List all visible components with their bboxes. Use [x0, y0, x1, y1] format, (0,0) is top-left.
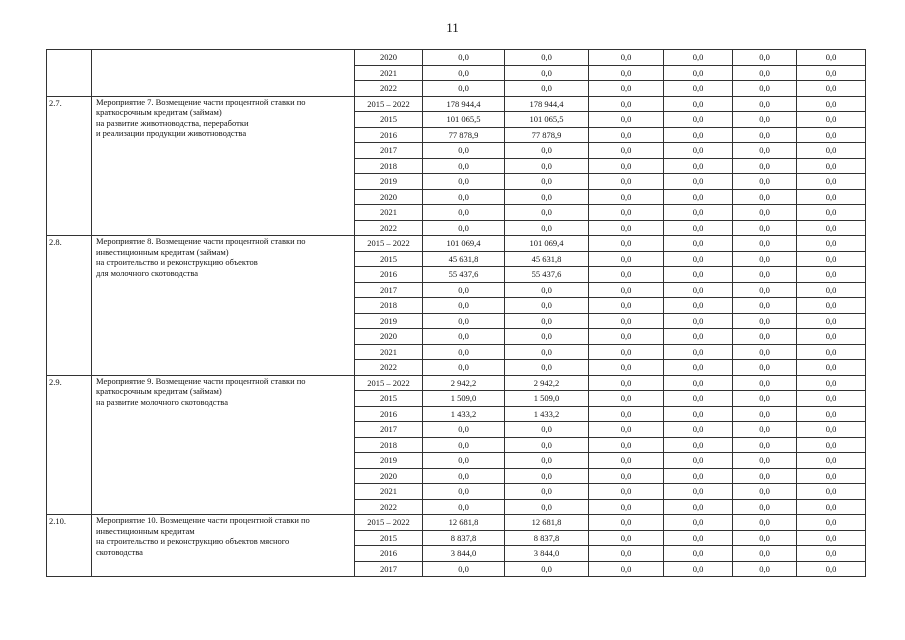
amount-cell: 0,0 [733, 468, 797, 484]
amount-cell: 0,0 [589, 220, 664, 236]
measure-code: 2.10. [47, 515, 92, 577]
table-row [47, 375, 866, 391]
amount-cell: 0,0 [589, 484, 664, 500]
year-cell: 2020 [355, 329, 423, 345]
amount-cell: 0,0 [733, 391, 797, 407]
year-cell: 2018 [355, 437, 423, 453]
amount-cell: 0,0 [664, 298, 733, 314]
amount-cell: 0,0 [589, 499, 664, 515]
year-cell: 2015 – 2022 [355, 515, 423, 531]
amount-cell: 77 878,9 [423, 127, 505, 143]
amount-cell: 0,0 [797, 375, 866, 391]
amount-cell: 0,0 [505, 499, 589, 515]
amount-cell: 0,0 [733, 50, 797, 66]
amount-cell: 0,0 [505, 205, 589, 221]
amount-cell: 0,0 [733, 375, 797, 391]
amount-cell: 45 631,8 [505, 251, 589, 267]
amount-cell: 0,0 [589, 298, 664, 314]
amount-cell: 0,0 [797, 267, 866, 283]
amount-cell: 45 631,8 [423, 251, 505, 267]
amount-cell: 0,0 [797, 422, 866, 438]
amount-cell: 0,0 [797, 81, 866, 97]
amount-cell: 0,0 [797, 282, 866, 298]
amount-cell: 0,0 [664, 499, 733, 515]
amount-cell: 0,0 [733, 329, 797, 345]
measure-code [47, 50, 92, 97]
amount-cell: 0,0 [589, 313, 664, 329]
amount-cell: 0,0 [505, 313, 589, 329]
amount-cell: 0,0 [733, 422, 797, 438]
amount-cell: 0,0 [589, 143, 664, 159]
table-row [47, 515, 866, 531]
measure-description-line: инвестиционным кредитам (займам) [96, 246, 229, 257]
measure-description-line: на развитие животноводства, переработки [96, 117, 249, 128]
amount-cell: 0,0 [797, 251, 866, 267]
amount-cell: 0,0 [797, 406, 866, 422]
measure-description [92, 50, 355, 97]
amount-cell: 0,0 [797, 112, 866, 128]
amount-cell: 0,0 [423, 81, 505, 97]
measure-description-line: краткосрочным кредитам (займам) [96, 107, 222, 117]
amount-cell: 0,0 [797, 174, 866, 190]
amount-cell: 8 837,8 [505, 530, 589, 546]
year-cell: 2016 [355, 546, 423, 562]
amount-cell: 12 681,8 [423, 515, 505, 531]
amount-cell: 0,0 [733, 251, 797, 267]
amount-cell: 0,0 [589, 546, 664, 562]
amount-cell: 0,0 [505, 561, 589, 577]
amount-cell: 0,0 [505, 282, 589, 298]
amount-cell: 0,0 [423, 282, 505, 298]
year-cell: 2022 [355, 499, 423, 515]
amount-cell: 0,0 [733, 561, 797, 577]
amount-cell: 0,0 [505, 344, 589, 360]
amount-cell: 0,0 [797, 298, 866, 314]
year-cell: 2015 – 2022 [355, 236, 423, 252]
amount-cell: 0,0 [664, 143, 733, 159]
amount-cell: 0,0 [664, 391, 733, 407]
amount-cell: 2 942,2 [423, 375, 505, 391]
amount-cell: 0,0 [733, 453, 797, 469]
amount-cell: 0,0 [589, 282, 664, 298]
measure-description-line: на строительство и реконструкцию объектов мясного [96, 536, 290, 546]
year-cell: 2015 [355, 112, 423, 128]
amount-cell: 0,0 [589, 112, 664, 128]
amount-cell: 55 437,6 [505, 267, 589, 283]
year-cell: 2015 [355, 391, 423, 407]
amount-cell: 178 944,4 [423, 96, 505, 112]
amount-cell: 0,0 [733, 484, 797, 500]
amount-cell: 0,0 [797, 468, 866, 484]
amount-cell: 8 837,8 [423, 530, 505, 546]
amount-cell: 0,0 [664, 329, 733, 345]
amount-cell: 0,0 [589, 251, 664, 267]
year-cell: 2015 – 2022 [355, 96, 423, 112]
year-cell: 2015 – 2022 [355, 375, 423, 391]
amount-cell: 1 509,0 [505, 391, 589, 407]
measure-description-line: на строительство и реконструкцию объектов [96, 257, 258, 267]
amount-cell: 0,0 [423, 453, 505, 469]
amount-cell: 3 844,0 [505, 546, 589, 562]
amount-cell: 0,0 [505, 422, 589, 438]
amount-cell: 0,0 [733, 158, 797, 174]
amount-cell: 0,0 [733, 298, 797, 314]
amount-cell: 0,0 [423, 313, 505, 329]
amount-cell: 0,0 [733, 282, 797, 298]
amount-cell: 0,0 [664, 81, 733, 97]
amount-cell: 0,0 [733, 205, 797, 221]
amount-cell: 0,0 [423, 65, 505, 81]
amount-cell: 0,0 [505, 453, 589, 469]
amount-cell: 0,0 [664, 189, 733, 205]
amount-cell: 0,0 [505, 360, 589, 376]
year-cell: 2017 [355, 422, 423, 438]
amount-cell: 0,0 [733, 546, 797, 562]
amount-cell: 0,0 [589, 375, 664, 391]
amount-cell: 101 069,4 [423, 236, 505, 252]
amount-cell: 0,0 [505, 298, 589, 314]
amount-cell: 0,0 [589, 174, 664, 190]
amount-cell: 0,0 [733, 344, 797, 360]
amount-cell: 0,0 [589, 127, 664, 143]
amount-cell: 1 509,0 [423, 391, 505, 407]
year-cell: 2017 [355, 561, 423, 577]
table-body [47, 50, 866, 577]
amount-cell: 0,0 [423, 158, 505, 174]
measure-description-line: на развитие молочного скотоводства [96, 396, 228, 407]
amount-cell: 0,0 [664, 375, 733, 391]
year-cell: 2017 [355, 143, 423, 159]
amount-cell: 0,0 [733, 360, 797, 376]
year-cell: 2020 [355, 468, 423, 484]
amount-cell: 0,0 [505, 81, 589, 97]
amount-cell: 0,0 [589, 344, 664, 360]
amount-cell: 0,0 [505, 468, 589, 484]
measure-description-line: Мероприятие 9. Возмещение части процентной ставки по [96, 375, 306, 386]
amount-cell: 0,0 [423, 50, 505, 66]
amount-cell: 0,0 [589, 267, 664, 283]
amount-cell: 0,0 [589, 96, 664, 112]
amount-cell: 0,0 [797, 220, 866, 236]
amount-cell: 0,0 [664, 251, 733, 267]
table-row [47, 50, 866, 66]
amount-cell: 0,0 [733, 174, 797, 190]
amount-cell: 0,0 [797, 437, 866, 453]
amount-cell: 0,0 [664, 422, 733, 438]
measure-code: 2.7. [47, 96, 92, 236]
amount-cell: 0,0 [589, 515, 664, 531]
page-number: 11 [446, 20, 459, 35]
amount-cell: 0,0 [797, 143, 866, 159]
amount-cell: 0,0 [664, 96, 733, 112]
amount-cell: 178 944,4 [505, 96, 589, 112]
measure-description-line: и реализации продукции животноводства [96, 128, 247, 138]
amount-cell: 0,0 [797, 96, 866, 112]
amount-cell: 0,0 [423, 344, 505, 360]
amount-cell: 0,0 [664, 515, 733, 531]
amount-cell: 0,0 [423, 298, 505, 314]
measure-description-line: Мероприятие 10. Возмещение части процентной ставки по [96, 515, 310, 525]
year-cell: 2021 [355, 344, 423, 360]
amount-cell: 0,0 [733, 499, 797, 515]
amount-cell: 0,0 [589, 437, 664, 453]
amount-cell: 0,0 [505, 143, 589, 159]
year-cell: 2021 [355, 65, 423, 81]
amount-cell: 0,0 [664, 50, 733, 66]
measure-description-line: инвестиционным кредитам [96, 525, 195, 536]
amount-cell: 0,0 [733, 437, 797, 453]
amount-cell: 0,0 [797, 205, 866, 221]
amount-cell: 1 433,2 [423, 406, 505, 422]
amount-cell: 0,0 [589, 158, 664, 174]
year-cell: 2020 [355, 189, 423, 205]
amount-cell: 0,0 [733, 143, 797, 159]
amount-cell: 0,0 [733, 112, 797, 128]
amount-cell: 0,0 [797, 236, 866, 252]
amount-cell: 0,0 [733, 81, 797, 97]
measure-code: 2.9. [47, 375, 92, 515]
amount-cell: 0,0 [664, 313, 733, 329]
table-row [47, 236, 866, 252]
amount-cell: 0,0 [797, 158, 866, 174]
year-cell: 2022 [355, 220, 423, 236]
year-cell: 2022 [355, 360, 423, 376]
amount-cell: 0,0 [664, 360, 733, 376]
amount-cell: 0,0 [589, 391, 664, 407]
year-cell: 2019 [355, 174, 423, 190]
amount-cell: 55 437,6 [423, 267, 505, 283]
amount-cell: 0,0 [423, 174, 505, 190]
amount-cell: 0,0 [664, 546, 733, 562]
amount-cell: 101 065,5 [423, 112, 505, 128]
table-row [47, 96, 866, 112]
amount-cell: 0,0 [733, 220, 797, 236]
amount-cell: 0,0 [589, 189, 664, 205]
amount-cell: 0,0 [733, 530, 797, 546]
amount-cell: 0,0 [423, 360, 505, 376]
measure-description-line: Мероприятие 8. Возмещение части процентной ставки по [96, 236, 306, 246]
year-cell: 2017 [355, 282, 423, 298]
amount-cell: 0,0 [505, 158, 589, 174]
amount-cell: 12 681,8 [505, 515, 589, 531]
amount-cell: 0,0 [664, 406, 733, 422]
year-cell: 2018 [355, 298, 423, 314]
year-cell: 2022 [355, 81, 423, 97]
measure-description-line: Мероприятие 7. Возмещение части процентной ставки по [96, 96, 306, 107]
measure-description [92, 375, 355, 515]
measure-description [92, 515, 355, 577]
amount-cell: 0,0 [733, 189, 797, 205]
measure-description-line: скотоводства [96, 546, 143, 557]
year-cell: 2016 [355, 267, 423, 283]
amount-cell: 0,0 [423, 437, 505, 453]
amount-cell: 0,0 [423, 205, 505, 221]
amount-cell: 0,0 [589, 236, 664, 252]
amount-cell: 0,0 [589, 453, 664, 469]
amount-cell: 0,0 [505, 329, 589, 345]
amount-cell: 0,0 [505, 220, 589, 236]
year-cell: 2020 [355, 50, 423, 66]
amount-cell: 0,0 [733, 65, 797, 81]
amount-cell: 0,0 [733, 267, 797, 283]
amount-cell: 1 433,2 [505, 406, 589, 422]
year-cell: 2016 [355, 127, 423, 143]
amount-cell: 0,0 [797, 189, 866, 205]
amount-cell: 0,0 [797, 360, 866, 376]
year-cell: 2019 [355, 313, 423, 329]
year-cell: 2015 [355, 251, 423, 267]
amount-cell: 0,0 [797, 127, 866, 143]
amount-cell: 0,0 [664, 453, 733, 469]
amount-cell: 0,0 [505, 174, 589, 190]
amount-cell: 0,0 [664, 205, 733, 221]
measure-description [92, 236, 355, 376]
amount-cell: 0,0 [589, 406, 664, 422]
amount-cell: 0,0 [664, 561, 733, 577]
amount-cell: 0,0 [589, 468, 664, 484]
amount-cell: 0,0 [664, 158, 733, 174]
amount-cell: 0,0 [664, 484, 733, 500]
year-cell: 2016 [355, 406, 423, 422]
amount-cell: 0,0 [797, 50, 866, 66]
amount-cell: 0,0 [505, 189, 589, 205]
year-cell: 2015 [355, 530, 423, 546]
amount-cell: 0,0 [589, 561, 664, 577]
amount-cell: 0,0 [589, 50, 664, 66]
amount-cell: 0,0 [423, 484, 505, 500]
amount-cell: 0,0 [797, 344, 866, 360]
amount-cell: 0,0 [797, 65, 866, 81]
amount-cell: 0,0 [423, 499, 505, 515]
year-cell: 2021 [355, 484, 423, 500]
amount-cell: 0,0 [733, 406, 797, 422]
amount-cell: 0,0 [423, 422, 505, 438]
amount-cell: 0,0 [733, 96, 797, 112]
amount-cell: 0,0 [505, 50, 589, 66]
amount-cell: 0,0 [797, 453, 866, 469]
amount-cell: 0,0 [797, 561, 866, 577]
amount-cell: 0,0 [664, 437, 733, 453]
amount-cell: 0,0 [733, 515, 797, 531]
amount-cell: 0,0 [589, 530, 664, 546]
amount-cell: 0,0 [423, 329, 505, 345]
amount-cell: 0,0 [664, 65, 733, 81]
measure-code: 2.8. [47, 236, 92, 376]
amount-cell: 0,0 [664, 530, 733, 546]
amount-cell: 0,0 [505, 65, 589, 81]
amount-cell: 0,0 [423, 143, 505, 159]
amount-cell: 0,0 [423, 561, 505, 577]
amount-cell: 0,0 [797, 484, 866, 500]
amount-cell: 0,0 [423, 468, 505, 484]
amount-cell: 0,0 [589, 329, 664, 345]
amount-cell: 0,0 [505, 437, 589, 453]
amount-cell: 0,0 [664, 267, 733, 283]
year-cell: 2019 [355, 453, 423, 469]
amount-cell: 77 878,9 [505, 127, 589, 143]
amount-cell: 0,0 [797, 499, 866, 515]
amount-cell: 0,0 [589, 65, 664, 81]
amount-cell: 0,0 [664, 127, 733, 143]
amount-cell: 0,0 [733, 127, 797, 143]
amount-cell: 0,0 [664, 220, 733, 236]
amount-cell: 0,0 [589, 422, 664, 438]
amount-cell: 3 844,0 [423, 546, 505, 562]
amount-cell: 0,0 [797, 546, 866, 562]
measure-description-line: для молочного скотоводства [96, 267, 199, 278]
amount-cell: 0,0 [664, 174, 733, 190]
year-cell: 2018 [355, 158, 423, 174]
amount-cell: 0,0 [733, 313, 797, 329]
year-cell: 2021 [355, 205, 423, 221]
amount-cell: 0,0 [589, 360, 664, 376]
amount-cell: 0,0 [664, 236, 733, 252]
amount-cell: 0,0 [664, 282, 733, 298]
measure-description [92, 96, 355, 236]
amount-cell: 0,0 [797, 391, 866, 407]
amount-cell: 0,0 [664, 468, 733, 484]
amount-cell: 0,0 [423, 189, 505, 205]
amount-cell: 0,0 [505, 484, 589, 500]
amount-cell: 0,0 [664, 344, 733, 360]
amount-cell: 2 942,2 [505, 375, 589, 391]
measure-description-line: краткосрочным кредитам (займам) [96, 386, 222, 396]
amount-cell: 0,0 [423, 220, 505, 236]
amount-cell: 0,0 [797, 530, 866, 546]
amount-cell: 0,0 [664, 112, 733, 128]
amount-cell: 0,0 [797, 329, 866, 345]
amount-cell: 0,0 [797, 313, 866, 329]
financing-table [46, 49, 866, 577]
amount-cell: 0,0 [733, 236, 797, 252]
amount-cell: 101 065,5 [505, 112, 589, 128]
amount-cell: 0,0 [797, 515, 866, 531]
amount-cell: 0,0 [589, 81, 664, 97]
amount-cell: 101 069,4 [505, 236, 589, 252]
amount-cell: 0,0 [589, 205, 664, 221]
